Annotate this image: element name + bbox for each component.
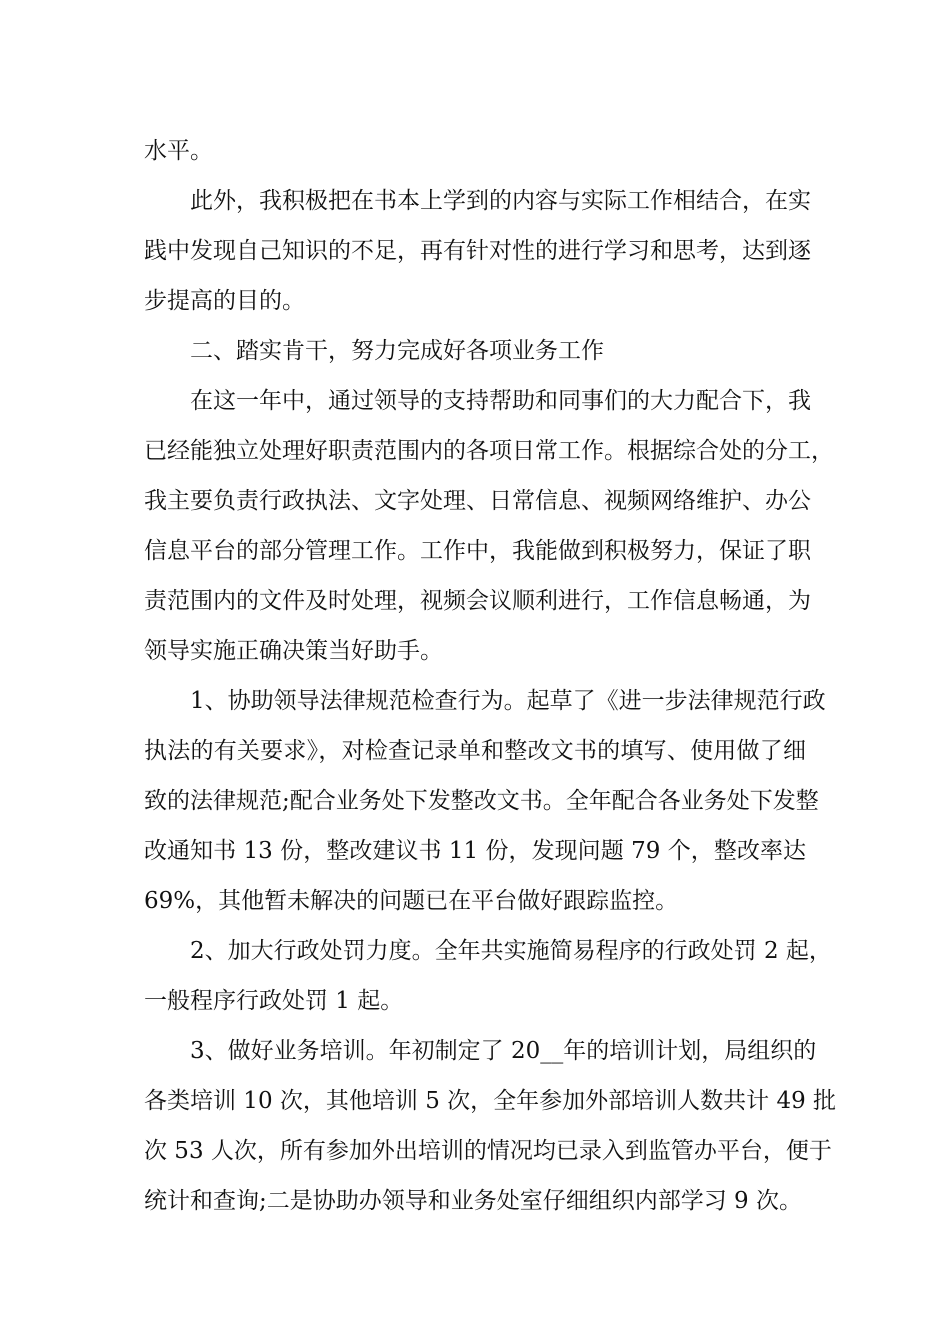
paragraph-line: 在这一年中，通过领导的支持帮助和同事们的大力配合下，我 [190,388,811,414]
paragraph-line: 责范围内的文件及时处理，视频会议顺利进行，工作信息畅通，为 [144,588,811,614]
paragraph-line: 执法的有关要求》，对检查记录单和整改文书的填写、使用做了细 [144,738,806,764]
paragraph-line: 2、加大行政处罚力度。全年共实施简易程序的行政处罚 2 起， [190,938,832,964]
section-heading: 二、踏实肯干，努力完成好各项业务工作 [190,338,604,364]
paragraph-line: 已经能独立处理好职责范围内的各项日常工作。根据综合处的分工， [144,438,834,464]
paragraph-line: 各类培训 10 次，其他培训 5 次，全年参加外部培训人数共计 49 批 [144,1088,837,1114]
paragraph-line: 步提高的目的。 [144,288,305,314]
paragraph-line: 我主要负责行政执法、文字处理、日常信息、视频网络维护、办公 [144,488,811,514]
paragraph-line: 3、做好业务培训。年初制定了 20__年的培训计划，局组织的 [190,1038,817,1064]
paragraph-line: 一般程序行政处罚 1 起。 [144,988,404,1014]
paragraph-line: 此外，我积极把在书本上学到的内容与实际工作相结合，在实 [190,188,811,214]
paragraph-line: 69%，其他暂未解决的问题已在平台做好跟踪监控。 [144,888,679,914]
paragraph-line: 1、协助领导法律规范检查行为。起草了《进一步法律规范行政 [190,688,826,714]
paragraph-line: 践中发现自己知识的不足，再有针对性的进行学习和思考，达到逐 [144,238,811,264]
paragraph-line: 改通知书 13 份，整改建议书 11 份，发现问题 79 个，整改率达 [144,838,806,864]
paragraph-line: 致的法律规范;配合业务处下发整改文书。全年配合各业务处下发整 [144,788,819,814]
text-line: 水平。 [144,138,213,164]
paragraph-line: 统计和查询;二是协助办领导和业务处室仔细组织内部学习 9 次。 [144,1188,803,1214]
paragraph-line: 领导实施正确决策当好助手。 [144,638,443,664]
paragraph-line: 次 53 人次，所有参加外出培训的情况均已录入到监管办平台，便于 [144,1138,832,1164]
paragraph-line: 信息平台的部分管理工作。工作中，我能做到积极努力，保证了职 [144,538,811,564]
